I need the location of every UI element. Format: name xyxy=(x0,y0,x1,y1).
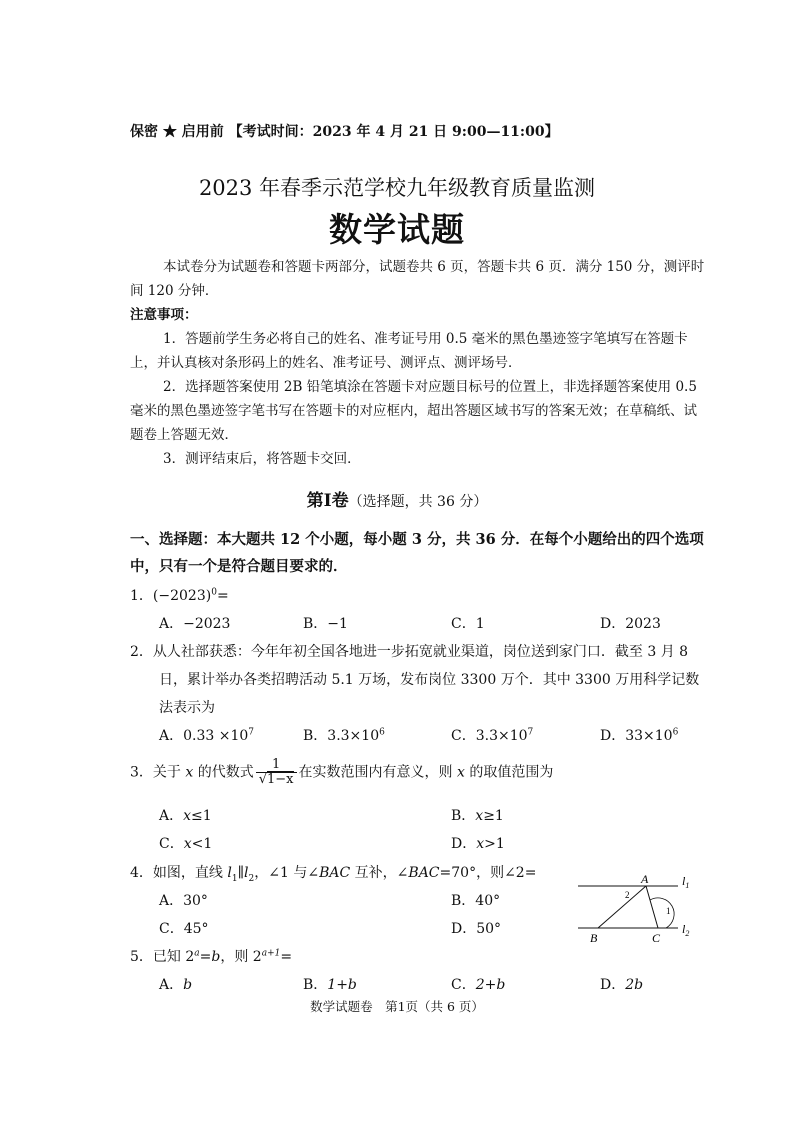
q3-option-c-var: x xyxy=(183,836,192,852)
q5-option-d-label: D． xyxy=(600,977,626,993)
label-a: A xyxy=(641,872,649,886)
q2-option-c-exponent: 7 xyxy=(527,727,534,738)
q3-option-c xyxy=(159,833,212,853)
volume-title: 第Ⅰ卷 xyxy=(306,491,349,511)
q1-option-d: D．2023 xyxy=(600,616,661,632)
q2-option-b-exponent: 6 xyxy=(379,727,385,738)
q2-option-a-mantissa: 0.33 ×10 xyxy=(183,728,249,744)
q3-numerator: 1 xyxy=(256,758,297,773)
q3-radicand: 1−x xyxy=(267,772,294,787)
q3-option-a-var: x xyxy=(183,808,192,824)
q4-bac: BAC xyxy=(319,865,351,881)
q4-l1: l xyxy=(227,865,232,881)
q5-option-a xyxy=(159,974,192,994)
page-footer: 数学试题卷 第1页（共 6 页） xyxy=(310,999,484,1014)
q3-option-b xyxy=(451,805,504,825)
q4-l2-sub: 2 xyxy=(248,873,255,884)
q3-option-b-var: x xyxy=(475,808,484,824)
q5-pre: 5．已知 2 xyxy=(130,949,195,965)
q3-option-b-rel: ≥1 xyxy=(483,808,504,824)
q4-geometry-figure xyxy=(570,868,700,948)
q4-text-d: =70°，则∠2= xyxy=(439,865,537,881)
q4-option-a: A．30° xyxy=(159,893,208,909)
q2-option-a xyxy=(159,725,254,745)
exam-title: 2023 年春季示范学校九年级教育质量监测 xyxy=(198,176,596,200)
q5-b: b xyxy=(211,949,221,965)
q5-option-a-label: A． xyxy=(159,977,184,993)
q5-option-d xyxy=(600,974,643,994)
q1-option-c: C．1 xyxy=(451,616,485,632)
q4-l2: l xyxy=(244,865,249,881)
intro-paragraph: 本试卷分为试题卷和答题卡两部分，试题卷共 6 页，答题卡共 6 页．满分 150 分，测评时间 120 分钟． xyxy=(130,259,705,299)
q3-option-d-var: x xyxy=(476,836,485,852)
q2-option-c-label: C． xyxy=(451,728,476,744)
q5-option-b xyxy=(303,974,357,994)
angle-1-label: 1 xyxy=(666,906,671,916)
notice-item: 3．测评结束后，将答题卡交回． xyxy=(163,451,361,467)
q3-denominator xyxy=(256,773,297,787)
q5-option-b-value: 1+b xyxy=(327,977,357,993)
q3-option-a-rel: ≤1 xyxy=(191,808,212,824)
q1-option-a: A．−2023 xyxy=(159,616,231,632)
q3-option-d-label: D． xyxy=(451,836,477,852)
q2-option-a-exponent: 7 xyxy=(248,727,255,738)
q4-option-d: D．50° xyxy=(451,921,502,937)
q2-option-d-label: D． xyxy=(600,728,626,744)
q2-option-d-exponent: 6 xyxy=(672,727,679,738)
q3-option-a xyxy=(159,805,212,825)
q2-option-d xyxy=(600,725,678,745)
q2-option-a-label: A． xyxy=(159,728,184,744)
label-l1: $l_1$ xyxy=(682,874,690,890)
q5-option-b-label: B． xyxy=(303,977,328,993)
q5-option-d-value: 2b xyxy=(625,977,644,993)
q5-post: = xyxy=(280,949,293,965)
q2-option-b-label: B． xyxy=(303,728,328,744)
q5-exp-a1: a+1 xyxy=(261,948,281,959)
q3-option-b-label: B． xyxy=(451,808,476,824)
q5-option-a-value: b xyxy=(183,977,193,993)
segment-ab xyxy=(598,886,646,928)
confidential-line: 保密 ★ 启用前 【考试时间：2023 年 4 月 21 日 9:00—11:00】 xyxy=(130,124,559,140)
question-3 xyxy=(130,758,553,787)
q2-option-b-mantissa: 3.3×10 xyxy=(327,728,380,744)
q4-parallel: ∥ xyxy=(237,865,245,881)
question-1 xyxy=(130,585,229,605)
notice-item: 2．选择题答案使用 2B 铅笔填涂在答题卡对应题目标号的位置上，非选择题答案使用 0.5 毫米的黑色墨迹签字笔书写在答题卡的对应框内，超出答题区域书写的答案无效；在草稿纸、试题卷上答题无效． xyxy=(130,379,697,443)
label-b: B xyxy=(590,931,598,945)
question-5 xyxy=(130,946,292,966)
q4-option-b: B．40° xyxy=(451,893,501,909)
label-c: C xyxy=(652,931,661,945)
q3-post2: 的取值范围为 xyxy=(464,764,554,781)
q4-bac2: BAC xyxy=(408,865,440,881)
q3-pre: 3．关于 xyxy=(130,764,186,781)
q5-option-c-label: C． xyxy=(451,977,476,993)
q2-option-c xyxy=(451,725,533,745)
q5-exp-a: a xyxy=(194,948,200,959)
q3-option-a-label: A． xyxy=(159,808,184,824)
q2-line-1: 2．从人社部获悉：今年年初全国各地进一步拓宽就业渠道，岗位送到家门口．截至 3 月 8 xyxy=(130,644,689,660)
q3-var: x xyxy=(185,764,194,781)
q3-option-c-label: C． xyxy=(159,836,184,852)
q2-option-c-mantissa: 3.3×10 xyxy=(475,728,528,744)
sqrt-sign-icon: √ xyxy=(258,772,268,787)
subject-title: 数学试题 xyxy=(329,210,465,249)
q2-option-d-mantissa: 33×10 xyxy=(625,728,673,744)
q1-equals: = xyxy=(216,588,229,604)
q2-line-2: 日，累计举办各类招聘活动 5.1 万场，发布岗位 3300 万个．其中 3300 万用科学记数 xyxy=(159,672,700,688)
q3-var2: x xyxy=(456,764,465,781)
q4-option-c: C．45° xyxy=(159,921,209,937)
q2-option-b xyxy=(303,725,385,745)
label-l2: $l_2$ xyxy=(682,922,690,938)
q4-l1-sub: 1 xyxy=(231,873,238,884)
q3-option-d-rel: >1 xyxy=(484,836,505,852)
segment-ac xyxy=(646,886,658,928)
q3-post1: 在实数范围内有意义，则 xyxy=(298,764,457,781)
section-heading: 一、选择题：本大题共 12 个小题，每小题 3 分，共 36 分．在每个小题给出的四个选项中，只有一个是符合题目要求的． xyxy=(130,531,704,575)
q5-mid2: ，则 2 xyxy=(220,949,262,965)
q2-line-3: 法表示为 xyxy=(159,700,215,716)
q1-number: 1． xyxy=(130,588,153,604)
q4-text-a: 4．如图，直线 xyxy=(130,865,228,881)
volume-subtitle: （选择题，共 36 分） xyxy=(348,494,488,510)
question-4 xyxy=(130,862,536,884)
q3-option-d xyxy=(451,833,505,853)
notice-heading: 注意事项： xyxy=(130,307,198,323)
q4-text-c: 互补，∠ xyxy=(350,865,409,881)
q3-fraction xyxy=(256,758,297,787)
notice-item: 1．答题前学生务必将自己的姓名、准考证号用 0.5 毫米的黑色墨迹签字笔填写在答题卡上，并认真核对条形码上的姓名、准考证号、测评点、测评场号． xyxy=(130,331,688,371)
q1-option-b: B．−1 xyxy=(303,616,348,632)
q3-option-c-rel: <1 xyxy=(191,836,213,852)
q1-exponent: 0 xyxy=(211,587,217,598)
q5-mid: = xyxy=(199,949,212,965)
q5-option-c xyxy=(451,974,505,994)
q3-mid: 的代数式 xyxy=(193,764,254,781)
q5-option-c-value: 2+b xyxy=(475,977,506,993)
volume-heading xyxy=(0,486,794,511)
angle-2-label: 2 xyxy=(625,890,630,900)
q4-text-b: ，∠1 与∠ xyxy=(254,865,320,881)
q1-base: (−2023) xyxy=(152,588,212,604)
